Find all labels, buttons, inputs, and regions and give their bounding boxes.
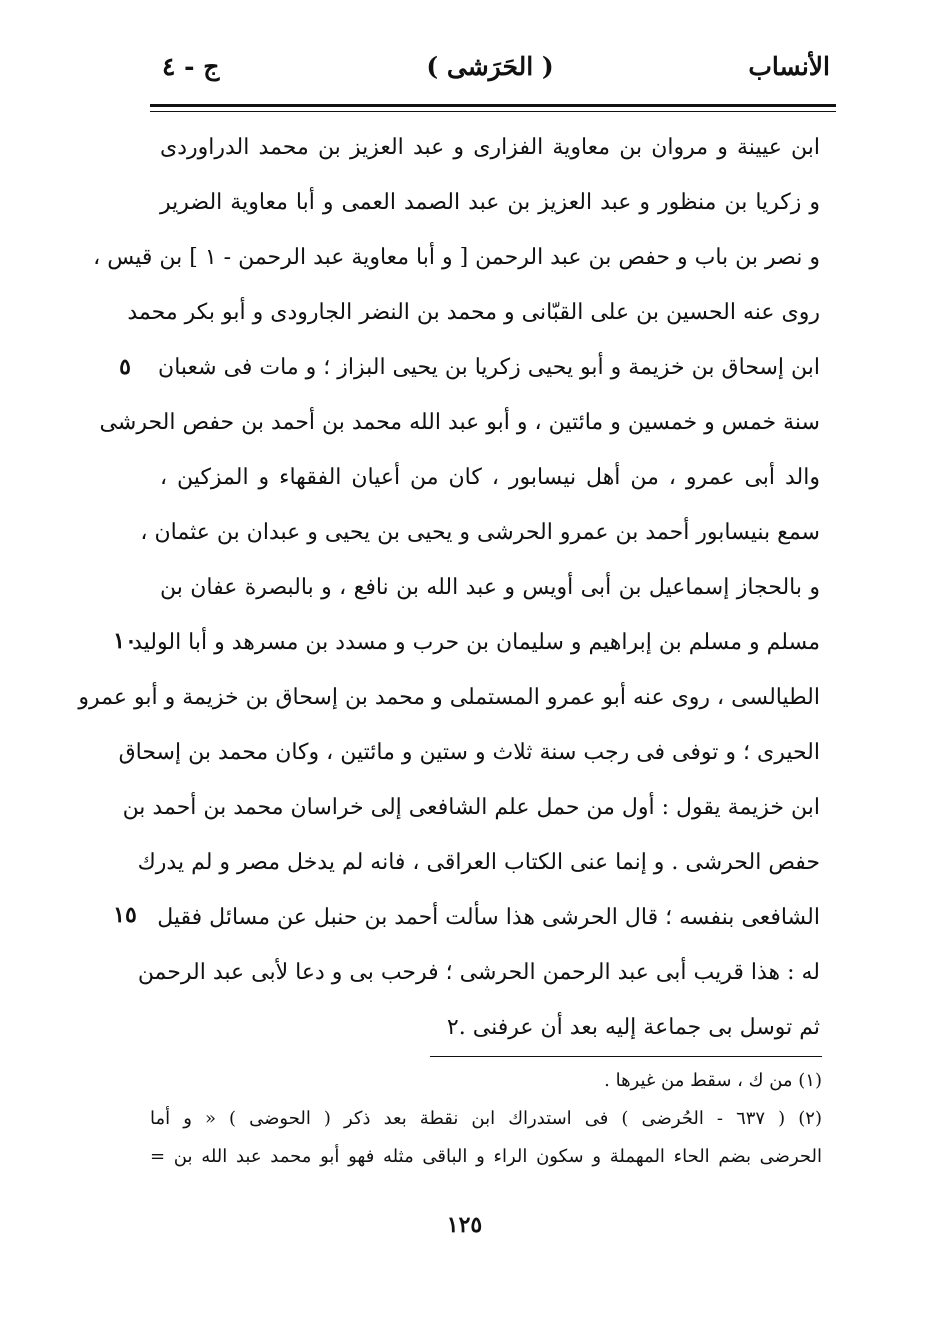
text-line: له : هذا قريب أبى عبد الرحمن الحرشى ؛ فرحب بى و دعا لأبى عبد الرحمن: [137, 960, 820, 985]
text-line: الحيرى ؛ و توفى فى رجب سنة ثلاث و ستين و مائتين ، وكان محمد بن إسحاق: [118, 740, 820, 765]
text-line: ثم توسل بى جماعة إليه بعد أن عرفنى .٢: [446, 1015, 820, 1040]
footnote-2-continued: الحرضى بضم الحاء المهملة و سكون الراء و الباقى مثله فهو أبو محمد عبد الله بن =: [150, 1146, 822, 1167]
page-number: ١٢٥: [446, 1212, 483, 1238]
header-rule-thick: [150, 104, 836, 107]
header-volume: ج - ٤: [162, 52, 220, 81]
text-line: سمع بنيسابور أحمد بن عمرو الحرشى و يحيى بن يحيى و عبدان بن عثمان ،: [140, 520, 820, 545]
header-entry-title: ( الحَرَشى ): [426, 52, 554, 81]
footnotes: [150, 1062, 822, 1176]
text-line: و زكريا بن منظور و عبد العزيز بن عبد الصمد العمى و أبا معاوية الضرير: [160, 190, 820, 215]
running-header: [150, 52, 830, 98]
text-line: الشافعى بنفسه ؛ قال الحرشى هذا سألت أحمد بن حنبل عن مسائل فقيل: [157, 905, 820, 930]
text-line: ابن إسحاق بن خزيمة و أبو يحيى زكريا بن يحيى البزاز ؛ و مات فى شعبان: [158, 355, 820, 380]
text-line: والد أبى عمرو ، من أهل نيسابور ، كان من أعيان الفقهاء و المزكين ،: [160, 465, 820, 490]
text-line: و بالحجاز إسماعيل بن أبى أويس و عبد الله بن نافع ، و بالبصرة عفان بن: [160, 575, 820, 600]
footnote-1: (١) من ك ، سقط من غيرها .: [604, 1070, 822, 1091]
footnote-2: (٢) ( ٦٣٧ - الحُرضى ) فى استدراك ابن نقطة بعد ذكر ( الحوضى ) « و أما: [150, 1108, 822, 1129]
text-line: ابن عيينة و مروان بن معاوية الفزارى و عبد العزيز بن محمد الدراوردى: [160, 135, 820, 160]
text-line: الطيالسى ، روى عنه أبو عمرو المستملى و محمد بن إسحاق بن خزيمة و أبو عمرو: [78, 685, 820, 710]
text-line: ابن خزيمة يقول : أول من حمل علم الشافعى إلى خراسان محمد بن أحمد بن: [122, 795, 820, 820]
footnote-rule: [430, 1056, 822, 1057]
header-rule-thin: [150, 111, 836, 112]
text-line: حفص الحرشى . و إنما عنى الكتاب العراقى ، فانه لم يدخل مصر و لم يدرك: [137, 850, 820, 875]
line-number-5: ٥: [119, 354, 131, 380]
text-line: سنة خمس و خمسين و مائتين ، و أبو عبد الله محمد بن أحمد بن حفص الحرشى: [99, 410, 820, 435]
text-line: و نصر بن باب و حفص بن عبد الرحمن [ و أبا معاوية عبد الرحمن - ١ ] بن قيس ،: [93, 245, 820, 270]
text-line: روى عنه الحسين بن على القبّانى و محمد بن النضر الجارودى و أبو بكر محمد: [127, 300, 820, 325]
text-line: مسلم و مسلم بن إبراهيم و سليمان بن حرب و مسدد بن مسرهد و أبا الوليد: [132, 630, 820, 655]
line-number-10: ١٠: [113, 628, 137, 654]
line-number-15: ١٥: [113, 902, 137, 928]
header-section-title: الأنساب: [748, 52, 830, 81]
